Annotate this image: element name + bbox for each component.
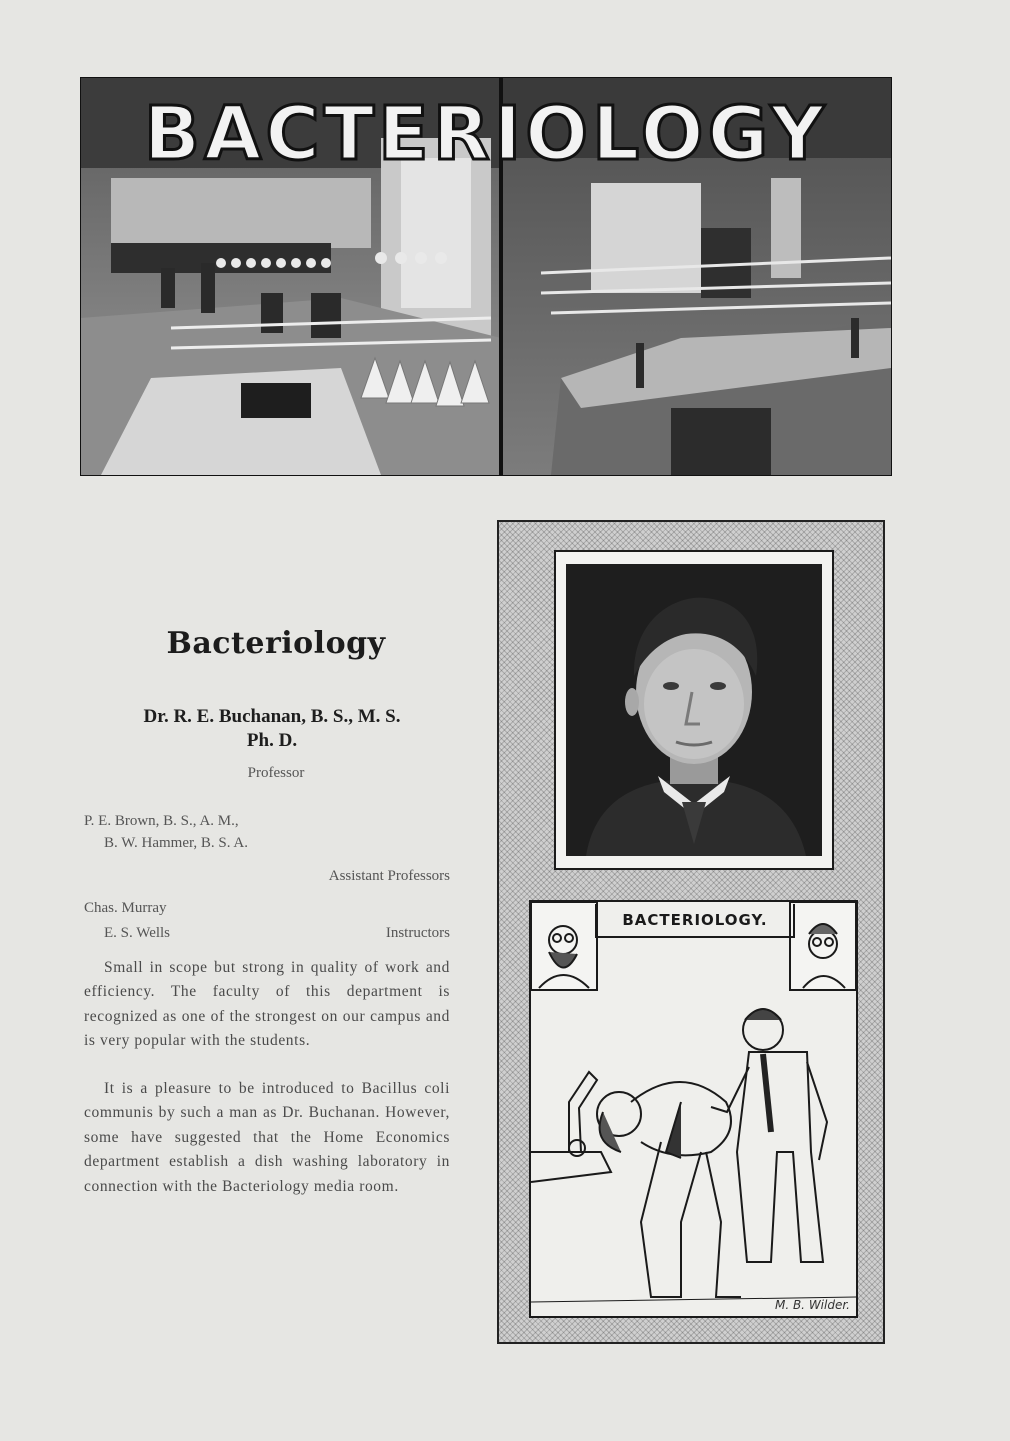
cartoon-title: BACTERIOLOGY. — [595, 904, 795, 938]
head-name-line-2: Ph. D. — [246, 730, 298, 751]
portrait-photo — [566, 564, 822, 856]
cartoon-illustration — [529, 900, 858, 1318]
instructors-label: Instructors — [385, 925, 450, 941]
banner-title: BACTERIOLOGY — [143, 91, 829, 177]
department-heading: Bacteriology — [166, 626, 386, 661]
description-paragraph-1: Small in scope but strong in quality of work and efficiency. The faculty of this department is recognized as one of the strongest on our campus and is very popular with the students. — [84, 959, 450, 1050]
assistant-professor-1: P. E. Brown, B. S., A. M., — [84, 813, 239, 829]
laboratory-banner-photo — [80, 77, 892, 476]
assistant-professors-label: Assistant Professors — [328, 868, 450, 884]
cartoon-drawing — [531, 902, 856, 1316]
instructor-2: E. S. Wells — [104, 925, 171, 941]
head-title: Professor — [247, 765, 305, 781]
portrait-illustration — [566, 564, 822, 856]
description-paragraph-2: It is a pleasure to be introduced to Bacillus coli communis by such a man as Dr. Buchanan. However, some have suggested that the Home Economics department establish a dish washing laboratory in connection with the Bacteriology media room. — [84, 1080, 450, 1195]
instructor-1: Chas. Murray — [84, 900, 167, 916]
head-name-line-1: Dr. R. E. Buchanan, B. S., M. S. — [143, 706, 401, 727]
assistant-professor-2: B. W. Hammer, B. S. A. — [104, 835, 248, 851]
department-head-name — [92, 705, 452, 753]
cartoon-signature: M. B. Wilder. — [774, 1298, 850, 1312]
